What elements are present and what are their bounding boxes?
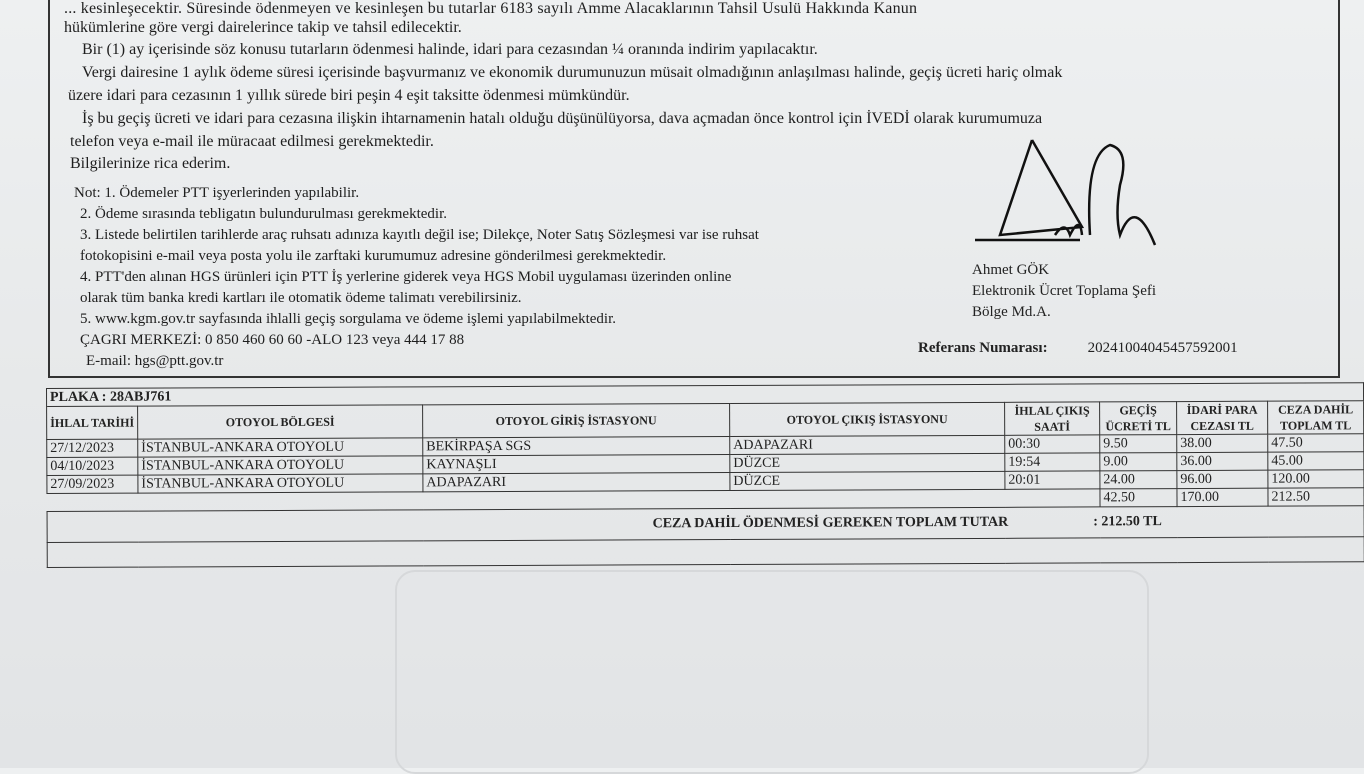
cell: İSTANBUL-ANKARA OTOYOLU [138, 438, 423, 457]
cell: BEKİRPAŞA SGS [423, 437, 730, 456]
violations-table [46, 382, 1364, 568]
note: 3. Listede belirtilen tarihlerde araç ruhsatı adınıza kayıtlı değil ise; Dilekçe, Noter Satış Sözleşmesi var ise ruhsat [80, 227, 759, 243]
cell: İSTANBUL-ANKARA OTOYOLU [138, 456, 423, 475]
col-header: OTOYOL GİRİŞ İSTASYONU [423, 404, 730, 438]
note: fotokopisini e-mail veya posta yolu ile zarftaki kurumumuz adresine gönderilmesi gerekmektedir. [80, 248, 667, 264]
cell: DÜZCE [730, 471, 1005, 490]
cell: 38.00 [1177, 434, 1268, 452]
cell: KAYNAŞLI [423, 455, 730, 474]
letter-line: Bir (1) ay içerisinde söz konusu tutarların ödenmesi halinde, idari para cezasından ¼ oranında indirim yapılacaktır. [82, 41, 818, 58]
reference-value: 20241004045457592001 [1087, 340, 1238, 356]
col-header: GEÇİŞ ÜCRETİ TL [1100, 402, 1177, 435]
letter-line: Bilgilerinize rica ederim. [70, 155, 231, 172]
letter-line: telefon veya e-mail ile müracaat edilmesi gerekmektedir. [70, 133, 434, 150]
letter-line: Vergi dairesine 1 aylık ödeme süresi içerisinde başvurmanız ve ekonomik durumunuzun müsait olmadığının anlaşılması halinde, geçiş ücreti hariç olmak [82, 64, 1063, 81]
cell: ADAPAZARI [423, 473, 730, 492]
total-value: : 212.50 TL [1093, 514, 1162, 530]
letter-line: ... kesinleşecektir. Süresinde ödenmeyen ve kesinleşen bu tutarlar 6183 sayılı Amme Alacaklarının Tahsil Usulü Hakkında Kanun [64, 0, 918, 17]
cell: ADAPAZARI [730, 435, 1005, 454]
signature-image [970, 135, 1170, 250]
cell: İSTANBUL-ANKARA OTOYOLU [138, 474, 423, 493]
col-header: İHLAL TARİHİ [47, 406, 138, 439]
call-center: ÇAGRI MERKEZİ: 0 850 460 60 60 -ALO 123 veya 444 17 88 [80, 332, 465, 348]
total-label: CEZA DAHİL ÖDENMESİ GEREKEN TOPLAM TUTAR [652, 514, 1009, 532]
cell: 27/09/2023 [47, 475, 138, 493]
signer-title: Elektronik Ücret Toplama Şefi [972, 283, 1157, 299]
col-header: İDARİ PARA CEZASI TL [1177, 401, 1268, 434]
cell: 04/10/2023 [47, 457, 138, 475]
cell: DÜZCE [730, 453, 1005, 472]
col-header: CEZA DAHİL TOPLAM TL [1268, 401, 1364, 434]
signer-unit: Bölge Md.A. [972, 304, 1051, 320]
sum-fine: 170.00 [1177, 488, 1268, 506]
cell: 19:54 [1005, 453, 1100, 471]
cell: 96.00 [1177, 470, 1268, 488]
letter-line: üzere idari para cezasının 1 yıllık sürede biri peşin 4 eşit taksitte ödenmesi mümkündür. [68, 87, 630, 104]
table-header [47, 401, 1364, 440]
cell: 9.00 [1100, 453, 1177, 471]
sum-total: 212.50 [1268, 488, 1364, 506]
cell: 45.00 [1268, 452, 1364, 470]
letter-line: hükümlerine göre vergi dairelerince takip ve tahsil edilecektir. [64, 19, 462, 36]
cell: 24.00 [1100, 471, 1177, 489]
note: 2. Ödeme sırasında tebligatın bulundurulması gerekmektedir. [80, 206, 447, 222]
cell: 27/12/2023 [47, 439, 138, 457]
plate-number: PLAKA : 28ABJ761 [47, 383, 1364, 407]
reference-label: Referans Numarası: [918, 340, 1048, 356]
note: olarak tüm banka kredi kartları ile otomatik ödeme talimatı verebilirsiniz. [80, 290, 522, 306]
cell: 120.00 [1268, 470, 1364, 488]
bleed-through-stamp [395, 570, 1149, 774]
note: 4. PTT'den alınan HGS ürünleri için PTT İş yerlerine giderek veya HGS Mobil uygulaması üzerinden online [80, 269, 732, 285]
col-header: OTOYOL ÇIKIŞ İSTASYONU [730, 402, 1005, 436]
email: E-mail: hgs@ptt.gov.tr [86, 353, 224, 369]
cell: 36.00 [1177, 452, 1268, 470]
col-header: İHLAL ÇIKIŞ SAATİ [1005, 402, 1100, 435]
signer-name: Ahmet GÖK [972, 262, 1050, 278]
cell: 47.50 [1268, 434, 1364, 452]
note: 5. www.kgm.gov.tr sayfasında ihlalli geçiş sorgulama ve ödeme işlemi yapılabilmektedir. [80, 311, 616, 327]
cell: 00:30 [1005, 435, 1100, 453]
note: Not: 1. Ödemeler PTT işyerlerinden yapılabilir. [74, 185, 360, 201]
letter-line: İş bu geçiş ücreti ve idari para cezasına ilişkin ihtarnamenin hatalı olduğu düşünülüyorsa, dava açmadan önce kontrol için İVEDİ olarak kurumumuza [82, 110, 1043, 127]
reference-number [918, 340, 1238, 357]
sum-toll: 42.50 [1100, 489, 1177, 507]
cell: 20:01 [1005, 471, 1100, 489]
cell: 9.50 [1100, 435, 1177, 453]
col-header: OTOYOL BÖLGESİ [138, 405, 423, 439]
